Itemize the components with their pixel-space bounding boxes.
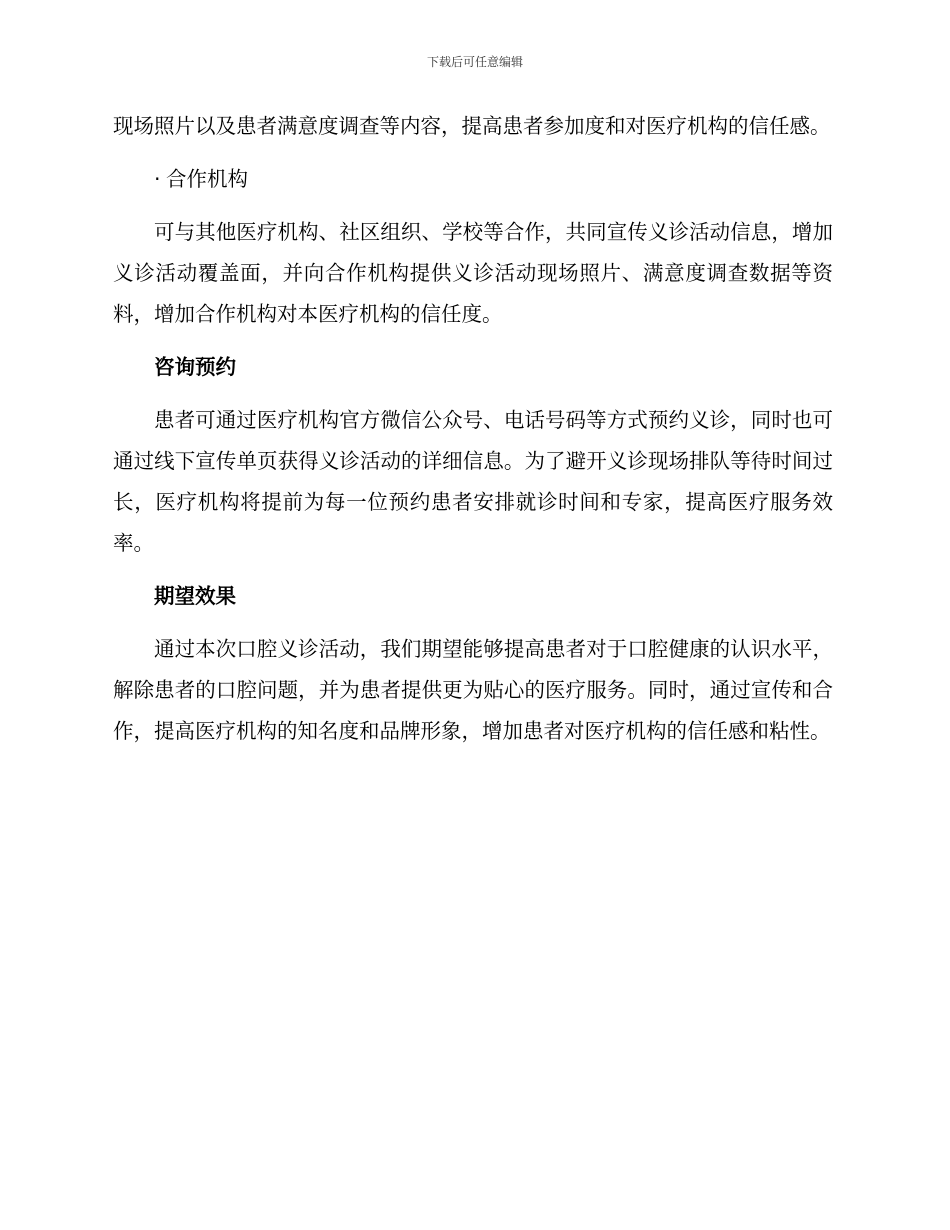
expected-heading: 期望效果 [154,584,236,608]
document-body [113,106,833,752]
partner-bullet-heading [113,159,833,200]
consult-paragraph: 患者可通过医疗机构官方微信公众号、电话号码等方式预约义诊，同时也可通过线下宣传单页获得义诊活动的详细信息。为了避开义诊现场排队等待时间过长，医疗机构将提前为每一位预约患者安排就诊时间和专家，提高医疗服务效率。 [113,408,833,555]
partner-paragraph: 可与其他医疗机构、社区组织、学校等合作，共同宣传义诊活动信息，增加义诊活动覆盖面，并向合作机构提供义诊活动现场照片、满意度调查数据等资料，增加合作机构对本医疗机构的信任度。 [113,220,833,326]
spacer [113,147,833,159]
intro-continuation-paragraph: 现场照片以及患者满意度调查等内容，提高患者参加度和对医疗机构的信任感。 [113,114,831,138]
partner-title: 合作机构 [166,167,248,191]
spacer [113,335,833,347]
bullet-dot: · [154,167,161,191]
spacer [113,564,833,576]
spacer [113,200,833,212]
page-header: 下载后可任意编辑 [426,55,523,69]
expected-paragraph: 通过本次口腔义诊活动，我们期望能够提高患者对于口腔健康的认识水平，解除患者的口腔问题，并为患者提供更为贴心的医疗服务。同时，通过宣传和合作，提高医疗机构的知名度和品牌形象，增加患者对医疗机构的信任感和粘性。 [113,637,833,743]
consult-heading: 咨询预约 [154,355,236,379]
spacer [113,388,833,400]
spacer [113,617,833,629]
